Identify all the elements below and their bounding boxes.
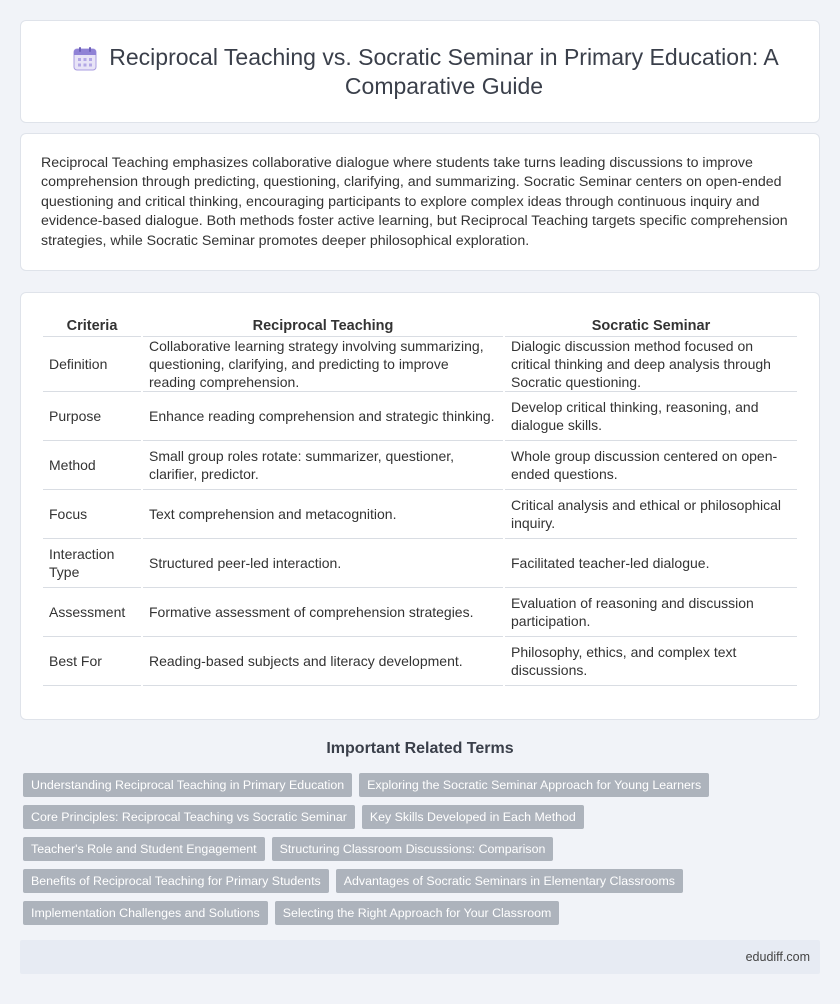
socratic-cell: Facilitated teacher-led dialogue. [505,539,797,588]
related-term-tag[interactable]: Key Skills Developed in Each Method [362,805,584,829]
related-terms-title: Important Related Terms [326,740,514,757]
socratic-cell: Critical analysis and ethical or philosophical inquiry. [505,490,797,539]
related-term-tag[interactable]: Structuring Classroom Discussions: Comparison [272,837,554,861]
criteria-cell: Purpose [43,392,141,441]
table-header-row [43,315,797,337]
related-term-tag[interactable]: Advantages of Socratic Seminars in Elementary Classrooms [336,869,683,893]
table-row [43,441,797,490]
reciprocal-cell: Formative assessment of comprehension strategies. [143,588,503,637]
criteria-cell: Interaction Type [43,539,141,588]
criteria-cell: Method [43,441,141,490]
footer-site-link[interactable]: edudiff.com [745,950,810,964]
table-row [43,539,797,588]
related-term-tag[interactable]: Core Principles: Reciprocal Teaching vs Socratic Seminar [23,805,355,829]
calendar-grid-icon [71,45,99,73]
reciprocal-cell: Reading-based subjects and literacy development. [143,637,503,686]
related-term-tag[interactable]: Implementation Challenges and Solutions [23,901,268,925]
related-term-tag[interactable]: Understanding Reciprocal Teaching in Primary Education [23,773,352,797]
table-row [43,588,797,637]
reciprocal-cell: Text comprehension and metacognition. [143,490,503,539]
socratic-cell: Evaluation of reasoning and discussion participation. [505,588,797,637]
intro-card [20,133,820,271]
reciprocal-cell: Enhance reading comprehension and strategic thinking. [143,392,503,441]
reciprocal-cell: Small group roles rotate: summarizer, questioner, clarifier, predictor. [143,441,503,490]
related-term-tag[interactable]: Teacher's Role and Student Engagement [23,837,265,861]
related-term-tag[interactable]: Selecting the Right Approach for Your Classroom [275,901,560,925]
socratic-cell: Develop critical thinking, reasoning, and dialogue skills. [505,392,797,441]
comparison-table [41,315,799,686]
page-title: Reciprocal Teaching vs. Socratic Seminar in Primary Education: A Comparative Guide [109,44,779,99]
related-terms-list [23,773,823,925]
table-row [43,490,797,539]
footer [20,940,820,974]
criteria-cell: Assessment [43,588,141,637]
criteria-cell: Focus [43,490,141,539]
header-reciprocal-teaching: Reciprocal Teaching [143,315,503,337]
reciprocal-cell: Structured peer-led interaction. [143,539,503,588]
socratic-cell: Philosophy, ethics, and complex text discussions. [505,637,797,686]
header-criteria: Criteria [43,315,141,337]
criteria-cell: Definition [43,337,141,392]
table-row [43,392,797,441]
header-socratic-seminar: Socratic Seminar [505,315,797,337]
criteria-cell: Best For [43,637,141,686]
table-row [43,637,797,686]
comparison-card [20,292,820,720]
intro-paragraph: Reciprocal Teaching emphasizes collaborative dialogue where students take turns leading discussions to improve comprehension through predicting, questioning, clarifying, and summarizing. Socratic Seminar centers on open-ended questioning and critical thinking, encouraging participants to explore complex ideas through continuous inquiry and evidence-based dialogue. Both methods foster active learning, but Reciprocal Teaching targets specific comprehension strategies, while Socratic Seminar promotes deeper philosophical exploration. [41,155,788,249]
related-term-tag[interactable]: Benefits of Reciprocal Teaching for Primary Students [23,869,329,893]
table-row [43,337,797,392]
header-card [20,20,820,123]
socratic-cell: Whole group discussion centered on open-ended questions. [505,441,797,490]
related-term-tag[interactable]: Exploring the Socratic Seminar Approach for Young Learners [359,773,709,797]
socratic-cell: Dialogic discussion method focused on critical thinking and deep analysis through Socratic questioning. [505,337,797,392]
reciprocal-cell: Collaborative learning strategy involving summarizing, questioning, clarifying, and predicting to improve reading comprehension. [143,337,503,392]
